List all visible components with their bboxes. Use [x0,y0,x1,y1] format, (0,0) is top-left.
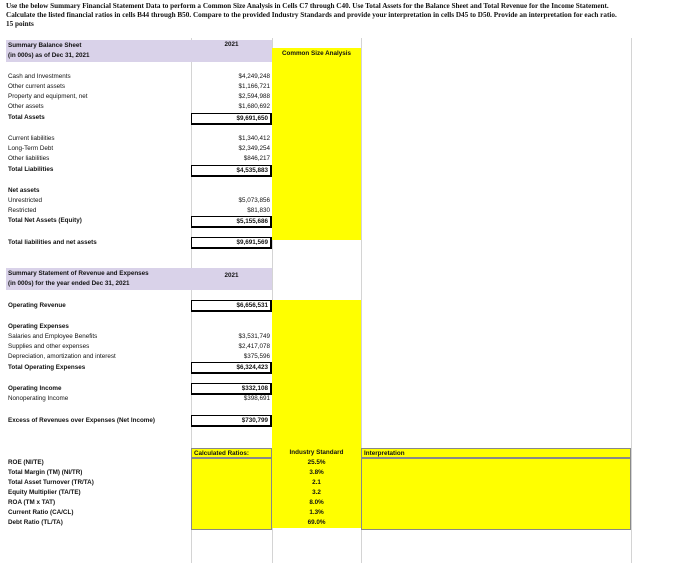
asset-value: $4,249,248 [238,73,270,80]
expense-value: $375,596 [243,353,270,360]
expense-label: Salaries and Employee Benefits [8,333,98,340]
ratio-label: Current Ratio (CA/CL) [8,509,74,516]
asset-label: Property and equipment, net [8,93,88,100]
interpretation-input[interactable] [361,458,631,530]
common-size-input-balance[interactable] [272,60,361,240]
asset-value: $1,166,721 [238,83,270,90]
ratio-label: ROE (NI/TE) [8,459,44,466]
industry-value: 3.8% [272,468,361,478]
liability-value: $846,217 [243,155,270,162]
points-label: 15 points [6,20,34,29]
operating-revenue-value: $6,656,531 [191,300,272,312]
total-liab-net-value: $9,691,569 [191,237,272,249]
liability-value: $2,349,254 [238,145,270,152]
expense-label: Supplies and other expenses [8,343,90,350]
common-size-input-income[interactable] [272,300,361,470]
operating-income-value: $332,108 [191,383,272,395]
excess-label: Excess of Revenues over Expenses (Net Income) [8,417,155,424]
operating-income-label: Operating Income [8,385,62,392]
net-asset-value: $5,073,856 [238,197,270,204]
total-liabilities-value: $4,535,883 [191,165,272,177]
calculated-ratios-input[interactable] [191,458,272,530]
industry-value: 8.0% [272,498,361,508]
income-statement-title: Summary Statement of Revenue and Expenses [8,270,149,277]
income-statement-year: 2021 [224,272,239,279]
total-assets-label: Total Assets [8,114,45,121]
liability-label: Other liabilities [8,155,50,162]
industry-value: 3.2 [272,488,361,498]
common-size-header[interactable]: Common Size Analysis [272,48,361,60]
balance-sheet-subtitle: (in 000s) as of Dec 31, 2021 [8,52,90,59]
nonoperating-income-value: $398,691 [243,395,270,402]
calculated-ratios-header: Calculated Ratios: [191,448,272,458]
net-asset-label: Unrestricted [8,197,42,204]
net-asset-label: Restricted [8,207,37,214]
asset-value: $1,680,692 [238,103,270,110]
total-expenses-label: Total Operating Expenses [8,364,86,371]
industry-standard-header: Industry Standard [289,449,344,456]
excess-value: $730,799 [191,415,272,427]
liability-label: Current liabilities [8,135,55,142]
total-net-assets-value: $5,155,686 [191,216,272,228]
total-liabilities-label: Total Liabilities [8,166,54,173]
expense-label: Depreciation, amortization and interest [8,353,116,360]
industry-value: 2.1 [272,478,361,488]
spreadsheet [6,38,694,563]
operating-expenses-header: Operating Expenses [8,323,69,330]
net-asset-value: $81,830 [247,207,270,214]
asset-value: $2,594,988 [238,93,270,100]
asset-label: Cash and Investments [8,73,71,80]
industry-value: 25.5% [272,458,361,468]
instructions-line-1: Use the below Summary Financial Statement Data to perform a Common Size Analysis in Cells C7 through C40. Use Total Assets for the Balance Sheet and Total Revenue for the Income Statement. [6,2,609,10]
asset-label: Other assets [8,103,44,110]
expense-value: $3,531,749 [238,333,270,340]
nonoperating-income-label: Nonoperating Income [8,395,69,402]
ratio-label: Total Asset Turnover (TR/TA) [8,479,94,486]
instructions [6,2,696,30]
ratio-label: ROA (TM x TAT) [8,499,56,506]
operating-revenue-label: Operating Revenue [8,302,66,309]
liability-value: $1,340,412 [238,135,270,142]
asset-label: Other current assets [8,83,66,90]
expense-value: $2,417,078 [238,343,270,350]
balance-sheet-title: Summary Balance Sheet [8,42,82,49]
instructions-line-2: Calculate the listed financial ratios in cells B44 through B50. Compare to the provided Industry Standards and provide your interpretation in cells D45 to D50. Provide an interpretation for each ratio. [6,11,617,20]
ratio-label: Total Margin (TM) (NI/TR) [8,469,83,476]
total-assets-value: $9,691,650 [191,113,272,125]
total-liab-net-label: Total liabilities and net assets [8,239,97,246]
total-net-assets-label: Total Net Assets (Equity) [8,217,82,224]
industry-value: 1.3% [272,508,361,518]
grid-line [631,38,632,563]
industry-value: 69.0% [272,518,361,528]
interpretation-header[interactable]: Interpretation [361,448,631,458]
ratio-label: Debt Ratio (TL/TA) [8,519,63,526]
income-statement-subtitle: (in 000s) for the year ended Dec 31, 2021 [8,280,130,287]
net-assets-header: Net assets [8,187,40,194]
balance-sheet-year: 2021 [224,41,239,48]
liability-label: Long-Term Debt [8,145,54,152]
ratio-label: Equity Multiplier (TA/TE) [8,489,81,496]
total-expenses-value: $6,324,423 [191,362,272,374]
